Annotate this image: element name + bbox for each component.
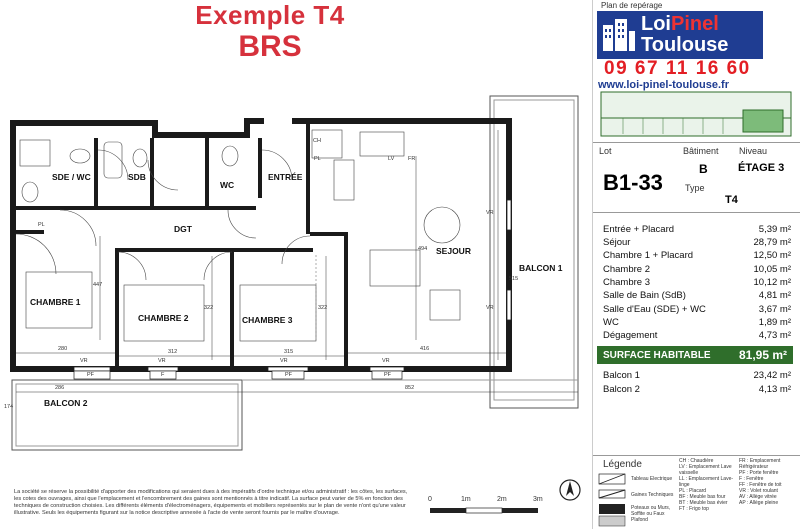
title-line-1: Exemple T4 [195,0,345,30]
balcony-2-outline [12,380,242,450]
brand-name-line-2: Toulouse [641,34,729,56]
room-row: Dégagement 4,73 m² [603,330,791,341]
room-row: Séjour 28,79 m² [603,237,791,248]
room-label-wc: WC [220,180,235,190]
batiment-label: Bâtiment [683,146,719,156]
dim-label: 315 [284,349,294,355]
dim-label: 322 [318,305,328,311]
room-row: Chambre 2 10,05 m² [603,264,791,275]
dim-label: 494 [418,246,428,252]
tag-pf: PF [285,372,293,378]
surface-habitable-bar [597,346,793,364]
tag-vr: VR [80,358,88,364]
surface-habitable-label: SURFACE HABITABLE [603,349,711,361]
batiment-value: B [699,162,708,176]
legend-item: Poteaux ou Murs, Soffite ou Faux Plafond [631,505,671,523]
tag-pl: PL [38,222,45,228]
room-row: Salle de Bain (SdB) 4,81 m² [603,290,791,301]
lot-label: Lot [599,146,612,156]
room-label-chambre-3: CHAMBRE 3 [242,315,293,325]
scale-2: 2m [497,496,507,503]
room-label-sde-wc: SDE / WC [52,172,91,182]
legend-codes-2: FR : Emplacement Réfrigérateur PF : Porte fenêtre F : Fenêtre FF : Fenêtre de toit VR : Volet roulant AV : Allège vitrée AP : Allège pleine [739,458,782,506]
niveau-value: ÉTAGE 3 [738,162,785,174]
dim-label: 416 [420,346,430,352]
room-label-chambre-1: CHAMBRE 1 [30,297,81,307]
room-label-balcon-2: BALCON 2 [44,398,88,408]
room-label-sejour: SEJOUR [436,246,471,256]
building-icon [601,17,637,53]
tag-pf: PF [384,372,392,378]
north-arrow-icon [558,478,582,502]
tag-pl: PL [314,156,321,162]
tag-vr: VR [486,305,494,311]
dim-label: 515 [509,276,519,282]
dim-label: 174 [4,404,14,410]
tag-lv: LV [388,156,395,162]
dim-label: 322 [204,305,214,311]
room-label-sdb: SDB [128,172,146,182]
surface-habitable-value: 81,95 m² [738,348,787,362]
disclaimer: La société se réserve la possibilité d'apporter des modifications qui seraient dues à des impératifs d'ordre technique et/ou administratif : les côtes, les surfaces, les cotes des ouvrages, ainsi que l'emplacement et l'encombrement des gaines sont mentionnés à titre indicatif. La surface peut varier de 5% en fonction des techniques de construction choisies. Les différents éléments d'électroménagers, équipements et mobiliers représentés sur le plan de vente n'ont qu'une valeur illustrative. Seuls les équipements figurant sur la notice descriptive annexée à l'acte de vente seront fournis par le maître d'ouvrage. [14,489,408,516]
brand-name: LoiPinel [641,13,719,35]
balcony-1-outline [490,96,578,408]
exterior-row: Balcon 2 4,13 m² [603,384,791,395]
title-line-2: BRS [238,30,302,63]
scale-1: 1m [461,496,471,503]
plan-ref-label: Plan de repérage [601,1,663,10]
tag-f: F [161,372,165,378]
exterior-row: Balcon 1 23,42 m² [603,370,791,381]
legend-swatches [597,472,629,528]
room-label-balcon-1: BALCON 1 [519,263,563,273]
legend-item: Tableau Electrique [631,476,673,482]
lot-value: B1-33 [603,170,663,195]
type-value: T4 [725,194,738,206]
brand-logo[interactable] [597,11,763,59]
room-row: Chambre 3 10,12 m² [603,277,791,288]
dim-label: 852 [405,385,415,391]
tag-vr: VR [486,210,494,216]
tag-vr: VR [158,358,166,364]
room-row: WC 1,89 m² [603,317,791,328]
room-row: Salle d'Eau (SDE) + WC 3,67 m² [603,304,791,315]
scale-3: 3m [533,496,543,503]
legend-item: Gaines Techniques [631,492,674,498]
legend-title: Légende [603,459,642,470]
tag-pf: PF [87,372,95,378]
dim-label: 312 [168,349,178,355]
website-link[interactable]: www.loi-pinel-toulouse.fr [598,79,729,91]
room-label-dgt: DGT [174,224,192,234]
legend-codes-1: CH : Chaudière LV : Emplacement Lave vaisselle LL : Emplacement Lave-linge PL : Placard BF : Meuble bas four BT : Meuble bas évier FT : Frigo top [679,458,734,512]
scale-0: 0 [428,496,432,503]
phone-number[interactable]: 09 67 11 16 60 [604,58,751,79]
site-plan [593,90,800,140]
tag-vr: VR [382,358,390,364]
dim-label: 447 [93,282,103,288]
tag-fr: FR [408,156,416,162]
room-row: Entrée + Placard 5,39 m² [603,224,791,235]
dim-label: 280 [58,346,68,352]
tag-vr: VR [280,358,288,364]
tag-ch: CH [313,138,321,144]
type-label: Type [685,183,705,193]
scale-bar [428,506,548,520]
dim-label: 286 [55,385,65,391]
niveau-label: Niveau [739,146,768,156]
room-label-chambre-2: CHAMBRE 2 [138,313,189,323]
room-row: Chambre 1 + Placard 12,50 m² [603,250,791,261]
room-label-entree: ENTRÉE [268,172,303,182]
